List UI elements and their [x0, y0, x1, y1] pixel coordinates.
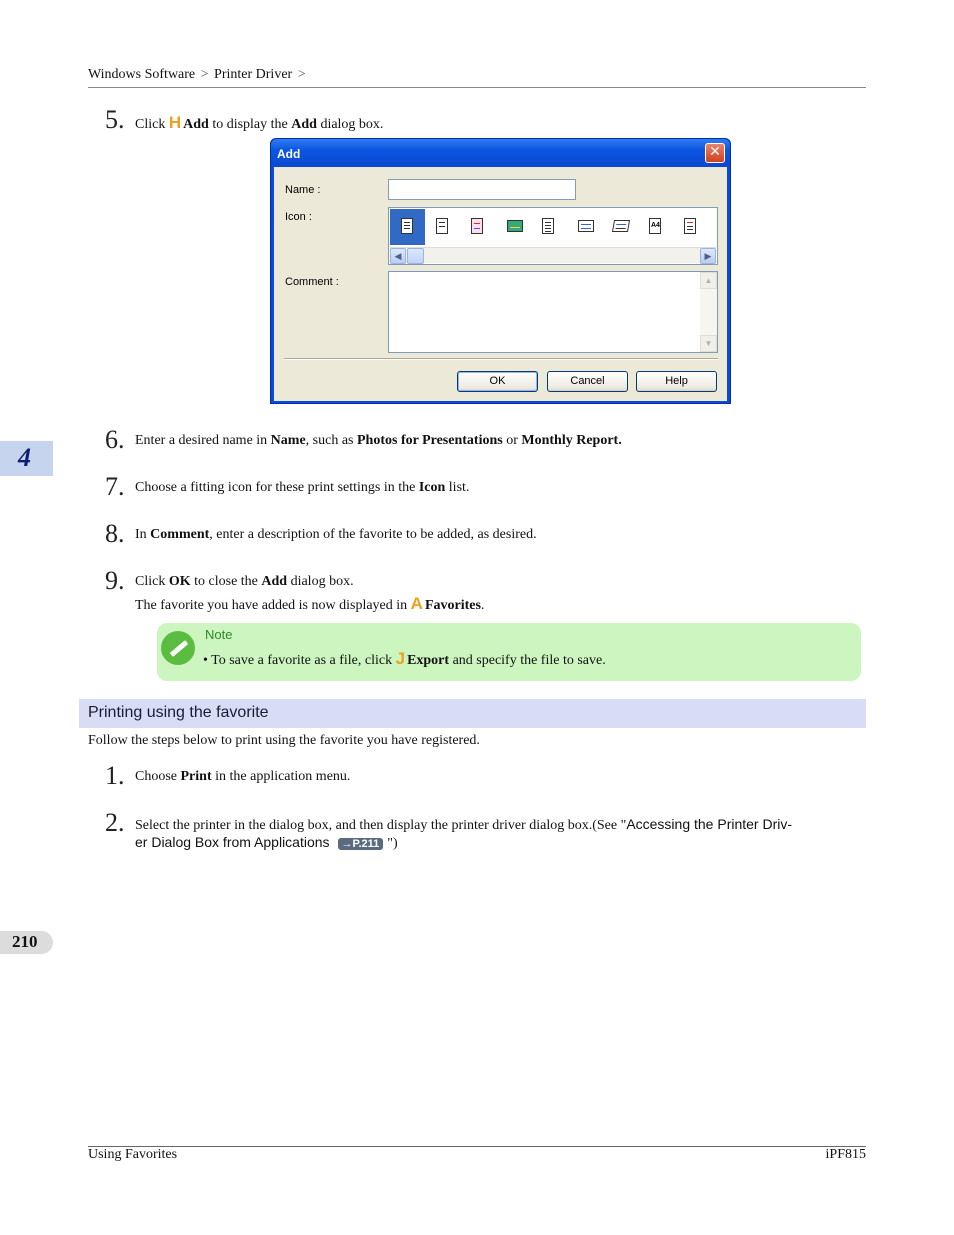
section-heading: Printing using the favorite [79, 699, 866, 728]
comment-label: Comment : [285, 276, 339, 288]
photo-icon[interactable] [460, 209, 495, 245]
cross-reference-link[interactable]: Accessing the Printer Driv- [626, 816, 793, 832]
bold-term: Export [407, 653, 450, 668]
bold-term: OK [168, 574, 191, 589]
banner-icon[interactable] [673, 209, 708, 245]
text: Select the printer in the dialog box, and then display the printer driver dialog box.(See " [135, 818, 627, 833]
text: or [506, 433, 518, 448]
step-text [135, 769, 350, 785]
pages-icon[interactable] [425, 209, 460, 245]
text: Click [135, 574, 166, 589]
step-number: 6. [105, 425, 125, 454]
bold-term: Comment [150, 527, 210, 542]
text: list. [448, 480, 470, 495]
ok-button[interactable]: OK [457, 371, 538, 392]
bold-term: Add [291, 117, 317, 132]
bold-term: Print [180, 769, 212, 784]
step-text [135, 594, 484, 614]
step-text [135, 834, 398, 852]
step-number: 1. [105, 761, 125, 790]
step-number: 8. [105, 519, 125, 548]
cross-reference-link[interactable]: er Dialog Box from Applications [135, 834, 330, 850]
text: . [480, 598, 485, 613]
cancel-button[interactable]: Cancel [547, 371, 628, 392]
note-title: Note [205, 627, 233, 642]
add-dialog [270, 138, 731, 404]
bold-term: Name [270, 433, 306, 448]
step-text [135, 574, 354, 590]
bold-term: Add [261, 574, 288, 589]
comment-textarea[interactable] [388, 271, 718, 353]
layout-icon[interactable] [567, 209, 602, 245]
help-button[interactable]: Help [636, 371, 717, 392]
bold-term: Photos for Presentations [357, 433, 503, 448]
footer [88, 1146, 866, 1168]
text: Choose [135, 769, 177, 784]
text: to close the [194, 574, 258, 589]
scroll-down-icon[interactable]: ▼ [700, 335, 717, 352]
icon-label: Icon : [285, 211, 312, 223]
dialog-body [274, 167, 727, 401]
poster-icon[interactable] [602, 209, 637, 245]
document-icon[interactable] [390, 209, 425, 245]
name-label: Name : [285, 184, 321, 196]
breadcrumb-separator: > [200, 67, 209, 82]
key-a-icon: A [410, 594, 423, 613]
text: to display the [212, 117, 288, 132]
footer-section: Using Favorites [88, 1147, 178, 1162]
bold-term: Icon [418, 480, 446, 495]
page-number: 210 [0, 931, 53, 954]
bold-term: Monthly Report. [521, 433, 622, 448]
text: , enter a description of the favorite to be added, as desired. [209, 527, 537, 542]
dialog-divider [284, 358, 718, 360]
dialog-title: Add [271, 139, 730, 167]
step-text [135, 480, 469, 496]
pencil-icon [161, 631, 195, 665]
text: The favorite you have added is now displayed in [135, 598, 408, 613]
a4-icon[interactable]: A4 [638, 209, 673, 245]
bullet: • [203, 653, 208, 668]
text: Enter a desired name in [135, 433, 268, 448]
booklet-icon[interactable] [531, 209, 566, 245]
scroll-thumb[interactable] [407, 248, 424, 264]
step-text [135, 113, 383, 133]
step-text [135, 816, 792, 834]
text: To save a favorite as a file, click [211, 653, 393, 668]
text: dialog box. [320, 117, 384, 132]
chapter-tab[interactable]: 4 [0, 441, 53, 476]
scroll-right-icon[interactable]: ▶ [700, 248, 716, 264]
step-number: 7. [105, 472, 125, 501]
footer-model: iPF815 [825, 1147, 866, 1162]
icon-list[interactable] [388, 207, 718, 265]
key-j-icon: J [395, 649, 406, 668]
text: in the application menu. [215, 769, 351, 784]
breadcrumb [88, 67, 866, 88]
page-reference-badge[interactable]: →P.211 [338, 838, 384, 850]
breadcrumb-item[interactable]: Windows Software [88, 67, 196, 82]
name-input[interactable] [388, 179, 576, 200]
text: Choose a fitting icon for these print settings in the [135, 480, 416, 495]
text: Click [135, 117, 166, 132]
breadcrumb-separator: > [297, 67, 306, 82]
text: ") [387, 836, 398, 851]
text: , such as [305, 433, 354, 448]
text: dialog box. [290, 574, 354, 589]
step-text [135, 527, 537, 543]
scroll-left-icon[interactable]: ◀ [390, 248, 406, 264]
close-icon[interactable]: ✕ [705, 143, 725, 163]
note-box [157, 623, 861, 681]
image-icon[interactable] [496, 209, 531, 245]
key-h-icon: H [168, 113, 182, 132]
note-text [203, 649, 606, 669]
step-text [135, 433, 622, 449]
bold-term: Favorites [424, 598, 481, 613]
text: and specify the file to save. [452, 653, 606, 668]
section-intro: Follow the steps below to print using the favorite you have registered. [88, 733, 480, 748]
horizontal-scrollbar[interactable] [390, 247, 716, 263]
step-number: 5. [105, 105, 125, 134]
text: In [135, 527, 147, 542]
step-number: 9. [105, 566, 125, 595]
vertical-scrollbar[interactable] [700, 272, 717, 352]
scroll-up-icon[interactable]: ▲ [700, 272, 717, 289]
breadcrumb-item[interactable]: Printer Driver [214, 67, 293, 82]
bold-term: Add [183, 117, 209, 132]
step-number: 2. [105, 808, 125, 837]
